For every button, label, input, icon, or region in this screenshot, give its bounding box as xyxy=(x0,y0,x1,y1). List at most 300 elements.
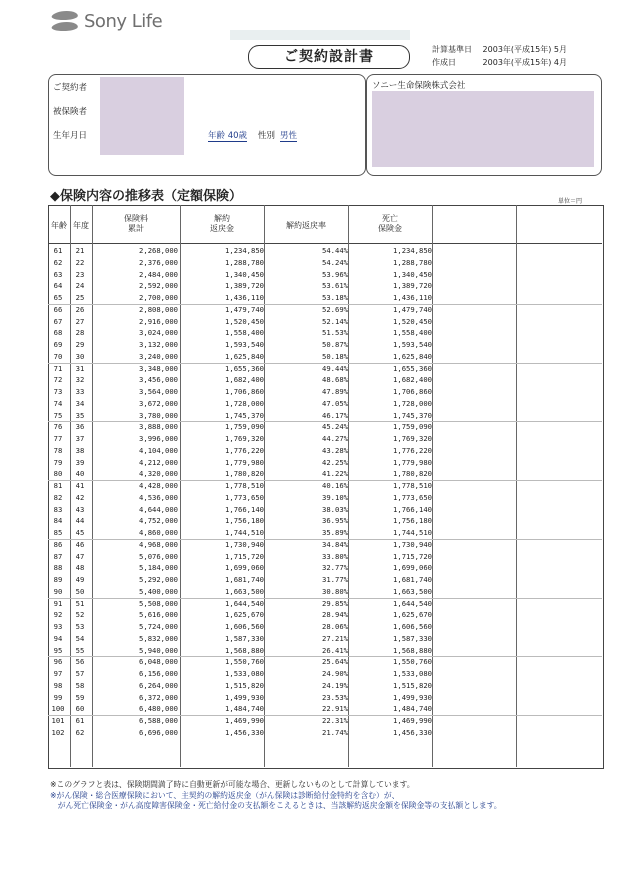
cell-surrender-rate: 21.74% xyxy=(322,727,348,737)
cell-surrender-value: 1,769,320 xyxy=(225,434,264,443)
cell-premium-total: 2,916,000 xyxy=(139,316,178,326)
cell-death-benefit: 1,625,670 xyxy=(393,610,432,620)
cell-year: 37 xyxy=(75,434,85,443)
cell-year: 36 xyxy=(75,422,85,432)
header-surrender-2: 返戻金 xyxy=(210,224,234,233)
cell-year: 31 xyxy=(75,363,85,373)
cell-age: 83 xyxy=(53,504,63,514)
note-1: ※このグラフと表は、保険期間満了時に自動更新が可能な場合、更新しないものとして計算しています。 xyxy=(50,780,415,789)
cell-surrender-rate: 23.53% xyxy=(322,692,348,702)
cell-surrender-rate: 38.03% xyxy=(322,504,348,514)
created-date xyxy=(432,57,567,68)
cell-death-benefit: 1,769,320 xyxy=(393,434,432,443)
cell-premium-total: 5,400,000 xyxy=(139,586,178,596)
calc-base-value: 2003年(平成15年) 5月 xyxy=(482,45,567,54)
table-row xyxy=(48,634,602,646)
cell-surrender-rate: 53.18% xyxy=(322,293,348,302)
cell-death-benefit: 1,706,860 xyxy=(393,387,432,396)
cell-death-benefit: 1,625,840 xyxy=(393,351,432,361)
cell-premium-total: 5,940,000 xyxy=(139,645,178,655)
cell-death-benefit: 1,593,540 xyxy=(393,340,432,349)
note-3: がん死亡保険金・がん高度障害保険金・死亡給付金の支払額をこえるときは、当該解約返戻金額を保険金等の支払額とします。 xyxy=(50,801,502,810)
header-premium-2: 累計 xyxy=(128,224,144,233)
cell-premium-total: 3,132,000 xyxy=(139,340,178,349)
cell-surrender-rate: 34.84% xyxy=(322,539,348,549)
cell-premium-total: 5,832,000 xyxy=(139,633,178,643)
cell-year: 60 xyxy=(75,704,85,714)
cell-year: 52 xyxy=(75,610,85,620)
cell-death-benefit: 1,568,880 xyxy=(393,645,432,655)
contract-info-box xyxy=(48,74,366,176)
holder-label: ご契約者 xyxy=(53,83,88,93)
table-row xyxy=(48,693,602,705)
table-row xyxy=(48,552,602,564)
cell-year: 21 xyxy=(75,246,85,255)
cell-surrender-value: 1,776,220 xyxy=(225,445,264,455)
cell-surrender-value: 1,515,820 xyxy=(225,680,264,690)
cell-year: 30 xyxy=(75,351,85,361)
cell-surrender-value: 1,766,140 xyxy=(225,504,264,514)
cell-premium-total: 2,808,000 xyxy=(139,304,178,314)
cell-year: 34 xyxy=(75,398,85,408)
cell-year: 53 xyxy=(75,622,85,631)
cell-premium-total: 2,592,000 xyxy=(139,281,178,291)
table-row xyxy=(48,505,602,517)
cell-premium-total: 2,700,000 xyxy=(139,293,178,302)
cell-surrender-rate: 29.85% xyxy=(322,598,348,608)
document-title: ご契約設計書 xyxy=(248,45,410,69)
insured-label: 被保険者 xyxy=(53,107,88,117)
table-row xyxy=(48,246,602,258)
cell-surrender-value: 1,593,540 xyxy=(225,340,264,349)
cell-age: 99 xyxy=(53,692,63,702)
table-row xyxy=(48,728,602,740)
cell-surrender-rate: 22.91% xyxy=(322,704,348,714)
cell-surrender-value: 1,728,000 xyxy=(225,398,264,408)
cell-year: 48 xyxy=(75,563,85,573)
calc-base-date xyxy=(432,44,567,55)
cell-death-benefit: 1,773,650 xyxy=(393,492,432,502)
cell-premium-total: 5,616,000 xyxy=(139,610,178,620)
table-row xyxy=(48,375,602,387)
cell-surrender-rate: 35.89% xyxy=(322,528,348,537)
cell-age: 101 xyxy=(51,716,65,725)
cell-death-benefit: 1,644,540 xyxy=(393,598,432,608)
cell-surrender-value: 1,644,540 xyxy=(225,598,264,608)
note-2: ※がん保険・総合医療保険において、主契約の解約返戻金（がん保険は診断給付金特約を含む）が、 xyxy=(50,790,400,800)
cell-age: 85 xyxy=(53,528,63,537)
table-row xyxy=(48,540,602,552)
cell-age: 72 xyxy=(53,375,63,385)
cell-premium-total: 2,268,000 xyxy=(139,246,178,255)
cell-year: 55 xyxy=(75,645,85,655)
unit-label: 単位＝円 xyxy=(558,198,583,205)
cell-death-benefit: 1,606,560 xyxy=(393,622,432,631)
cell-premium-total: 5,724,000 xyxy=(139,622,178,631)
cell-age: 97 xyxy=(53,669,63,678)
cell-age: 63 xyxy=(53,269,63,279)
cell-surrender-rate: 24.19% xyxy=(322,680,348,690)
sex-label: 性別 xyxy=(258,131,276,141)
cell-surrender-rate: 45.24% xyxy=(322,422,348,432)
cell-age: 98 xyxy=(53,680,63,690)
cell-death-benefit: 1,234,850 xyxy=(393,246,432,255)
header-year: 年度 xyxy=(73,221,89,230)
cell-year: 58 xyxy=(75,680,85,690)
cell-premium-total: 5,508,000 xyxy=(139,598,178,608)
cell-age: 65 xyxy=(53,293,63,302)
cell-surrender-value: 1,479,740 xyxy=(225,304,264,314)
cell-death-benefit: 1,780,820 xyxy=(393,469,432,479)
cell-surrender-rate: 51.53% xyxy=(322,328,348,338)
table-row xyxy=(48,270,602,282)
table-row xyxy=(48,305,602,317)
table-row xyxy=(48,399,602,411)
cell-year: 32 xyxy=(75,375,85,385)
cell-year: 40 xyxy=(75,469,85,479)
table-row xyxy=(48,681,602,693)
header-background-band xyxy=(230,30,410,40)
cell-year: 24 xyxy=(75,281,85,291)
company-name: ソニー生命保険株式会社 xyxy=(372,81,466,91)
table-row xyxy=(48,422,602,434)
table-row xyxy=(48,669,602,681)
cell-surrender-rate: 50.18% xyxy=(322,351,348,361)
cell-surrender-value: 1,682,400 xyxy=(225,375,264,385)
cell-death-benefit: 1,469,990 xyxy=(393,716,432,725)
cell-surrender-value: 1,234,850 xyxy=(225,246,264,255)
header-surrender-1: 解約 xyxy=(214,214,230,223)
cell-surrender-rate: 54.24% xyxy=(322,257,348,267)
cell-age: 66 xyxy=(53,304,63,314)
cell-surrender-value: 1,587,330 xyxy=(225,633,264,643)
cell-premium-total: 6,264,000 xyxy=(139,680,178,690)
header-death-1: 死亡 xyxy=(382,214,398,223)
cell-surrender-value: 1,779,980 xyxy=(225,457,264,467)
cell-age: 81 xyxy=(53,481,63,490)
sony-life-logo xyxy=(50,8,162,34)
cell-surrender-rate: 28.94% xyxy=(322,610,348,620)
cell-age: 80 xyxy=(53,469,63,479)
cell-surrender-rate: 41.22% xyxy=(322,469,348,479)
cell-premium-total: 4,860,000 xyxy=(139,528,178,537)
cell-age: 64 xyxy=(53,281,63,291)
cell-surrender-value: 1,499,930 xyxy=(225,692,264,702)
cell-age: 61 xyxy=(53,246,63,255)
cell-age: 77 xyxy=(53,434,63,443)
cell-year: 50 xyxy=(75,586,85,596)
cell-surrender-value: 1,558,400 xyxy=(225,328,264,338)
cell-age: 70 xyxy=(53,351,63,361)
cell-premium-total: 2,376,000 xyxy=(139,257,178,267)
cell-death-benefit: 1,779,980 xyxy=(393,457,432,467)
created-label: 作成日 xyxy=(432,58,456,67)
cell-year: 49 xyxy=(75,575,85,584)
cell-surrender-rate: 43.28% xyxy=(322,445,348,455)
cell-surrender-rate: 36.95% xyxy=(322,516,348,526)
cell-surrender-value: 1,759,090 xyxy=(225,422,264,432)
cell-premium-total: 5,076,000 xyxy=(139,551,178,561)
cell-surrender-rate: 33.80% xyxy=(322,551,348,561)
table-row xyxy=(48,258,602,270)
cell-surrender-value: 1,773,650 xyxy=(225,492,264,502)
cell-surrender-rate: 50.87% xyxy=(322,340,348,349)
cell-premium-total: 4,428,000 xyxy=(139,481,178,490)
cell-premium-total: 6,372,000 xyxy=(139,692,178,702)
table-row xyxy=(48,563,602,575)
table-row xyxy=(48,622,602,634)
cell-premium-total: 3,240,000 xyxy=(139,351,178,361)
cell-year: 29 xyxy=(75,340,85,349)
cell-death-benefit: 1,730,940 xyxy=(393,539,432,549)
cell-surrender-value: 1,520,450 xyxy=(225,316,264,326)
cell-death-benefit: 1,715,720 xyxy=(393,551,432,561)
cell-premium-total: 6,480,000 xyxy=(139,704,178,714)
cell-surrender-rate: 44.27% xyxy=(322,434,348,443)
cell-premium-total: 3,780,000 xyxy=(139,410,178,420)
cell-surrender-value: 1,730,940 xyxy=(225,539,264,549)
cell-surrender-rate: 31.77% xyxy=(322,575,348,584)
cell-surrender-value: 1,655,360 xyxy=(225,363,264,373)
cell-surrender-rate: 28.06% xyxy=(322,622,348,631)
cell-premium-total: 6,048,000 xyxy=(139,657,178,667)
cell-surrender-rate: 30.80% xyxy=(322,586,348,596)
cell-age: 89 xyxy=(53,575,63,584)
cell-year: 59 xyxy=(75,692,85,702)
cell-year: 45 xyxy=(75,528,85,537)
cell-year: 43 xyxy=(75,504,85,514)
cell-age: 75 xyxy=(53,410,63,420)
cell-surrender-value: 1,340,450 xyxy=(225,269,264,279)
cell-premium-total: 4,320,000 xyxy=(139,469,178,479)
cell-surrender-value: 1,744,510 xyxy=(225,528,264,537)
cell-surrender-value: 1,568,880 xyxy=(225,645,264,655)
footnotes xyxy=(50,780,605,812)
cell-age: 71 xyxy=(53,363,63,373)
cell-death-benefit: 1,663,500 xyxy=(393,586,432,596)
cell-premium-total: 3,672,000 xyxy=(139,398,178,408)
table-row xyxy=(48,610,602,622)
birth-date-label: 生年月日 xyxy=(53,131,88,141)
table-row xyxy=(48,446,602,458)
cell-surrender-value: 1,606,560 xyxy=(225,622,264,631)
cell-age: 90 xyxy=(53,586,63,596)
cell-surrender-value: 1,715,720 xyxy=(225,551,264,561)
cell-premium-total: 3,564,000 xyxy=(139,387,178,396)
cell-surrender-value: 1,456,330 xyxy=(225,727,264,737)
cell-age: 79 xyxy=(53,457,63,467)
cell-death-benefit: 1,778,510 xyxy=(393,481,432,490)
cell-surrender-value: 1,484,740 xyxy=(225,704,264,714)
header-rate: 解約返戻率 xyxy=(286,221,326,230)
cell-surrender-value: 1,706,860 xyxy=(225,387,264,396)
cell-year: 51 xyxy=(75,598,85,608)
cell-year: 33 xyxy=(75,387,85,396)
cell-age: 96 xyxy=(53,657,63,667)
cell-year: 42 xyxy=(75,492,85,502)
cell-premium-total: 3,456,000 xyxy=(139,375,178,385)
cell-death-benefit: 1,340,450 xyxy=(393,269,432,279)
brand-name: Sony Life xyxy=(84,10,163,32)
table-row xyxy=(48,340,602,352)
cell-surrender-rate: 54.44% xyxy=(322,246,348,255)
cell-surrender-rate: 24.90% xyxy=(322,669,348,678)
cell-surrender-value: 1,699,060 xyxy=(225,563,264,573)
cell-year: 54 xyxy=(75,633,85,643)
cell-age: 95 xyxy=(53,645,63,655)
cell-surrender-value: 1,389,720 xyxy=(225,281,264,291)
cell-age: 82 xyxy=(53,492,63,502)
cell-death-benefit: 1,728,000 xyxy=(393,398,432,408)
cell-age: 91 xyxy=(53,598,63,608)
table-row xyxy=(48,458,602,470)
cell-year: 39 xyxy=(75,457,85,467)
created-value: 2003年(平成15年) 4月 xyxy=(482,58,567,67)
cell-premium-total: 2,484,000 xyxy=(139,269,178,279)
cell-death-benefit: 1,533,080 xyxy=(393,669,432,678)
cell-age: 94 xyxy=(53,633,63,643)
cell-age: 74 xyxy=(53,398,63,408)
cell-surrender-rate: 49.44% xyxy=(322,363,348,373)
cell-death-benefit: 1,776,220 xyxy=(393,445,432,455)
cell-death-benefit: 1,436,110 xyxy=(393,293,432,302)
cell-surrender-rate: 39.10% xyxy=(322,492,348,502)
cell-year: 28 xyxy=(75,328,85,338)
cell-age: 87 xyxy=(53,551,63,561)
cell-surrender-value: 1,533,080 xyxy=(225,669,264,678)
cell-surrender-rate: 47.05% xyxy=(322,398,348,408)
cell-death-benefit: 1,744,510 xyxy=(393,528,432,537)
cell-surrender-value: 1,681,740 xyxy=(225,575,264,584)
cell-surrender-rate: 26.41% xyxy=(322,645,348,655)
cell-year: 44 xyxy=(75,516,85,526)
cell-year: 61 xyxy=(75,716,85,725)
cell-death-benefit: 1,682,400 xyxy=(393,375,432,385)
cell-surrender-value: 1,288,780 xyxy=(225,257,264,267)
table-row xyxy=(48,328,602,340)
cell-premium-total: 6,156,000 xyxy=(139,669,178,678)
cell-surrender-value: 1,625,670 xyxy=(225,610,264,620)
cell-age: 69 xyxy=(53,340,63,349)
cell-premium-total: 5,292,000 xyxy=(139,575,178,584)
cell-death-benefit: 1,745,370 xyxy=(393,410,432,420)
redacted-agent-info xyxy=(372,91,594,167)
sony-life-logo-icon xyxy=(50,8,80,34)
header-premium-1: 保険料 xyxy=(124,214,148,223)
cell-premium-total: 3,996,000 xyxy=(139,434,178,443)
cell-year: 47 xyxy=(75,551,85,561)
cell-year: 46 xyxy=(75,539,85,549)
cell-age: 100 xyxy=(51,704,65,714)
cell-surrender-value: 1,550,760 xyxy=(225,657,264,667)
calc-base-label: 計算基準日 xyxy=(432,45,472,54)
cell-year: 62 xyxy=(75,727,85,737)
cell-age: 92 xyxy=(53,610,63,620)
cell-age: 84 xyxy=(53,516,63,526)
cell-premium-total: 4,536,000 xyxy=(139,492,178,502)
cell-premium-total: 5,184,000 xyxy=(139,563,178,573)
table-row xyxy=(48,364,602,376)
table-row xyxy=(48,481,602,493)
cell-death-benefit: 1,389,720 xyxy=(393,281,432,291)
cell-age: 86 xyxy=(53,539,63,549)
header-death-2: 保険金 xyxy=(378,224,402,233)
cell-year: 23 xyxy=(75,269,85,279)
cell-surrender-rate: 47.89% xyxy=(322,387,348,396)
cell-surrender-rate: 40.16% xyxy=(322,481,348,490)
cell-year: 41 xyxy=(75,481,85,490)
cell-death-benefit: 1,681,740 xyxy=(393,575,432,584)
cell-death-benefit: 1,759,090 xyxy=(393,422,432,432)
cell-age: 62 xyxy=(53,257,63,267)
cell-year: 38 xyxy=(75,445,85,455)
table-row xyxy=(48,387,602,399)
cell-death-benefit: 1,484,740 xyxy=(393,704,432,714)
cell-premium-total: 3,024,000 xyxy=(139,328,178,338)
table-row xyxy=(48,434,602,446)
cell-age: 102 xyxy=(51,727,65,737)
cell-surrender-rate: 52.14% xyxy=(322,316,348,326)
cell-premium-total: 4,104,000 xyxy=(139,445,178,455)
cell-surrender-rate: 53.96% xyxy=(322,269,348,279)
table-row xyxy=(48,516,602,528)
cell-surrender-rate: 32.77% xyxy=(322,563,348,573)
cell-surrender-rate: 27.21% xyxy=(322,633,348,643)
cell-year: 56 xyxy=(75,657,85,667)
cell-death-benefit: 1,499,930 xyxy=(393,692,432,702)
section-title: ◆保険内容の推移表（定額保険） xyxy=(50,189,242,204)
cell-surrender-rate: 42.25% xyxy=(322,457,348,467)
cell-year: 22 xyxy=(75,257,85,267)
cell-death-benefit: 1,520,450 xyxy=(393,316,432,326)
cell-death-benefit: 1,655,360 xyxy=(393,363,432,373)
table-row xyxy=(48,575,602,587)
sex-value: 男性 xyxy=(280,131,298,141)
cell-death-benefit: 1,456,330 xyxy=(393,727,432,737)
cell-age: 78 xyxy=(53,445,63,455)
cell-age: 76 xyxy=(53,422,63,432)
cell-surrender-value: 1,625,840 xyxy=(225,351,264,361)
redacted-personal-info xyxy=(100,77,184,155)
cell-age: 73 xyxy=(53,387,63,396)
cell-death-benefit: 1,550,760 xyxy=(393,657,432,667)
cell-surrender-rate: 46.17% xyxy=(322,410,348,420)
cell-year: 27 xyxy=(75,316,85,326)
cell-death-benefit: 1,288,780 xyxy=(393,257,432,267)
table-row xyxy=(48,281,602,293)
table-row xyxy=(48,599,602,611)
cell-death-benefit: 1,699,060 xyxy=(393,563,432,573)
cell-premium-total: 3,888,000 xyxy=(139,422,178,432)
cell-premium-total: 4,644,000 xyxy=(139,504,178,514)
cell-premium-total: 4,752,000 xyxy=(139,516,178,526)
table-row xyxy=(48,716,602,728)
cell-surrender-value: 1,778,510 xyxy=(225,481,264,490)
cell-surrender-rate: 25.64% xyxy=(322,657,348,667)
cell-premium-total: 4,212,000 xyxy=(139,457,178,467)
cell-death-benefit: 1,587,330 xyxy=(393,633,432,643)
age-value: 年齢 40歳 xyxy=(208,131,248,141)
cell-premium-total: 4,968,000 xyxy=(139,539,178,549)
cell-surrender-rate: 52.69% xyxy=(322,304,348,314)
cell-age: 88 xyxy=(53,563,63,573)
cell-death-benefit: 1,515,820 xyxy=(393,680,432,690)
cell-age: 68 xyxy=(53,328,63,338)
cell-surrender-rate: 48.68% xyxy=(322,375,348,385)
cell-surrender-value: 1,663,500 xyxy=(225,586,264,596)
cell-age: 93 xyxy=(53,622,63,631)
cell-surrender-rate: 22.31% xyxy=(322,716,348,725)
